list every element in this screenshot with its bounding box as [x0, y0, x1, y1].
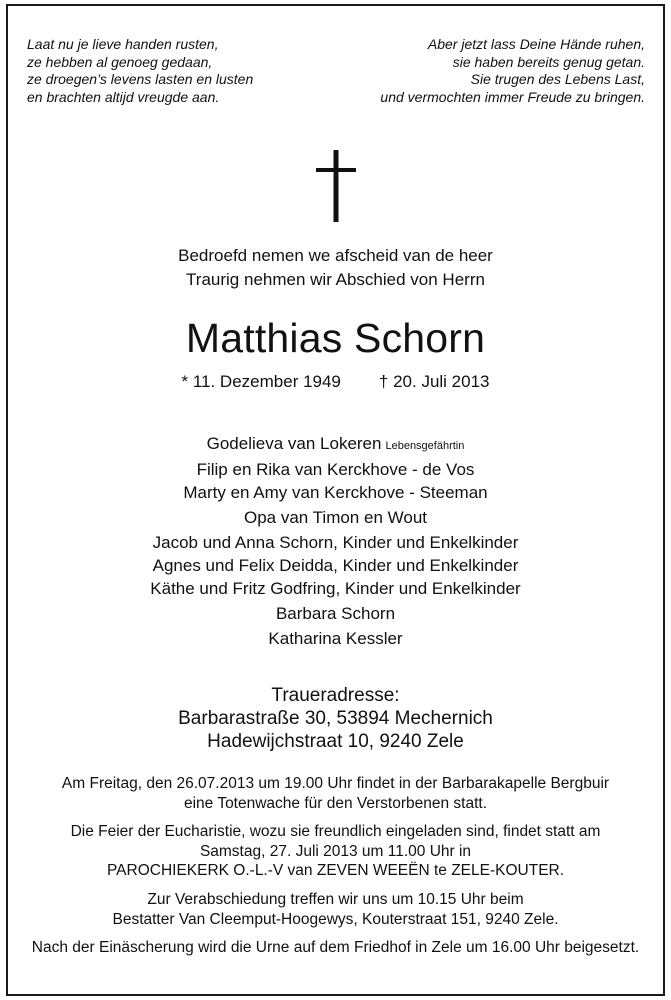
verse-line: Sie trugen des Lebens Last,: [470, 71, 645, 87]
verse-dutch: [27, 36, 253, 106]
mourner-line: Katharina Kessler: [268, 629, 403, 648]
verse-line: und vermochten immer Freude zu bringen.: [380, 88, 645, 105]
notice-line: eine Totenwache für den Verstorbenen statt.: [183, 794, 488, 812]
notice-line: Die Feier der Eucharistie, wozu sie freundlich eingeladen sind, findet statt am: [70, 823, 601, 840]
address-line: Barbarastraße 30, 53894 Mechernich: [178, 708, 493, 729]
mourner-line: Käthe und Fritz Godfring, Kinder und Enkelkinder: [150, 579, 521, 598]
mourner-line: Filip en Rika van Kerckhove - de Vos: [196, 460, 475, 479]
notice-line: Bestatter Van Cleemput-Hoogewys, Kouterstraat 151, 9240 Zele.: [112, 910, 559, 928]
notice-line: Nach der Einäscherung wird die Urne auf dem Friedhof in Zele um 16.00 Uhr beigesetzt.: [31, 939, 640, 956]
notice-urn: [0, 938, 671, 958]
notice-line: PAROCHIEKERK O.-L.-V van ZEVEN WEEËN te ZELE-KOUTER.: [106, 862, 565, 879]
notice-wake: [0, 774, 671, 813]
death-date: † 20. Juli 2013: [378, 372, 490, 391]
life-dates: [0, 370, 671, 394]
mourner-line: Jacob und Anna Schorn, Kinder und Enkelkinder: [152, 533, 519, 552]
cross-icon: [316, 150, 356, 222]
intro-line-dutch: Bedroefd nemen we afscheid van de heer: [178, 246, 493, 265]
notice-eucharist: [0, 822, 671, 881]
mourners-list: [0, 432, 671, 650]
verse-line: en brachten altijd vreugde aan.: [27, 88, 220, 105]
mourner-partner: [0, 432, 671, 458]
partner-name: Godelieva van Lokeren: [206, 434, 382, 453]
mourner-line: Barbara Schorn: [275, 604, 396, 623]
notice-line: Zur Verabschiedung treffen wir uns um 10.15 Uhr beim: [147, 891, 524, 908]
address-label: Traueradresse:: [271, 685, 400, 706]
notice-farewell: [0, 890, 671, 929]
verse-line: Aber jetzt lass Deine Hände ruhen,: [427, 36, 645, 52]
deceased-name: Matthias Schorn: [185, 315, 486, 361]
mourner-line: Opa van Timon en Wout: [243, 508, 427, 527]
verse-german: [380, 36, 645, 106]
partner-role: Lebensgefährtin: [385, 440, 465, 452]
mourning-address: [0, 684, 671, 753]
notice-line: Am Freitag, den 26.07.2013 um 19.00 Uhr findet in der Barbarakapelle Bergbuir: [61, 775, 610, 792]
address-line: Hadewijchstraat 10, 9240 Zele: [207, 731, 464, 752]
mourner-line: Marty en Amy van Kerckhove - Steeman: [183, 483, 488, 502]
notice-line: Samstag, 27. Juli 2013 um 11.00 Uhr in: [199, 842, 472, 860]
verse-line: Laat nu je lieve handen rusten,: [27, 36, 219, 52]
verse-line: ze droegen’s levens lasten en lusten: [27, 71, 254, 87]
verse-line: ze hebben al genoeg gedaan,: [27, 53, 213, 70]
mourner-line: Agnes und Felix Deidda, Kinder und Enkelkinder: [152, 556, 519, 575]
birth-date: * 11. Dezember 1949: [181, 372, 341, 391]
verse-line: sie haben bereits genug getan.: [452, 53, 645, 70]
intro-line-german: Traurig nehmen wir Abschied von Herrn: [186, 270, 485, 289]
intro-text: [0, 244, 671, 292]
